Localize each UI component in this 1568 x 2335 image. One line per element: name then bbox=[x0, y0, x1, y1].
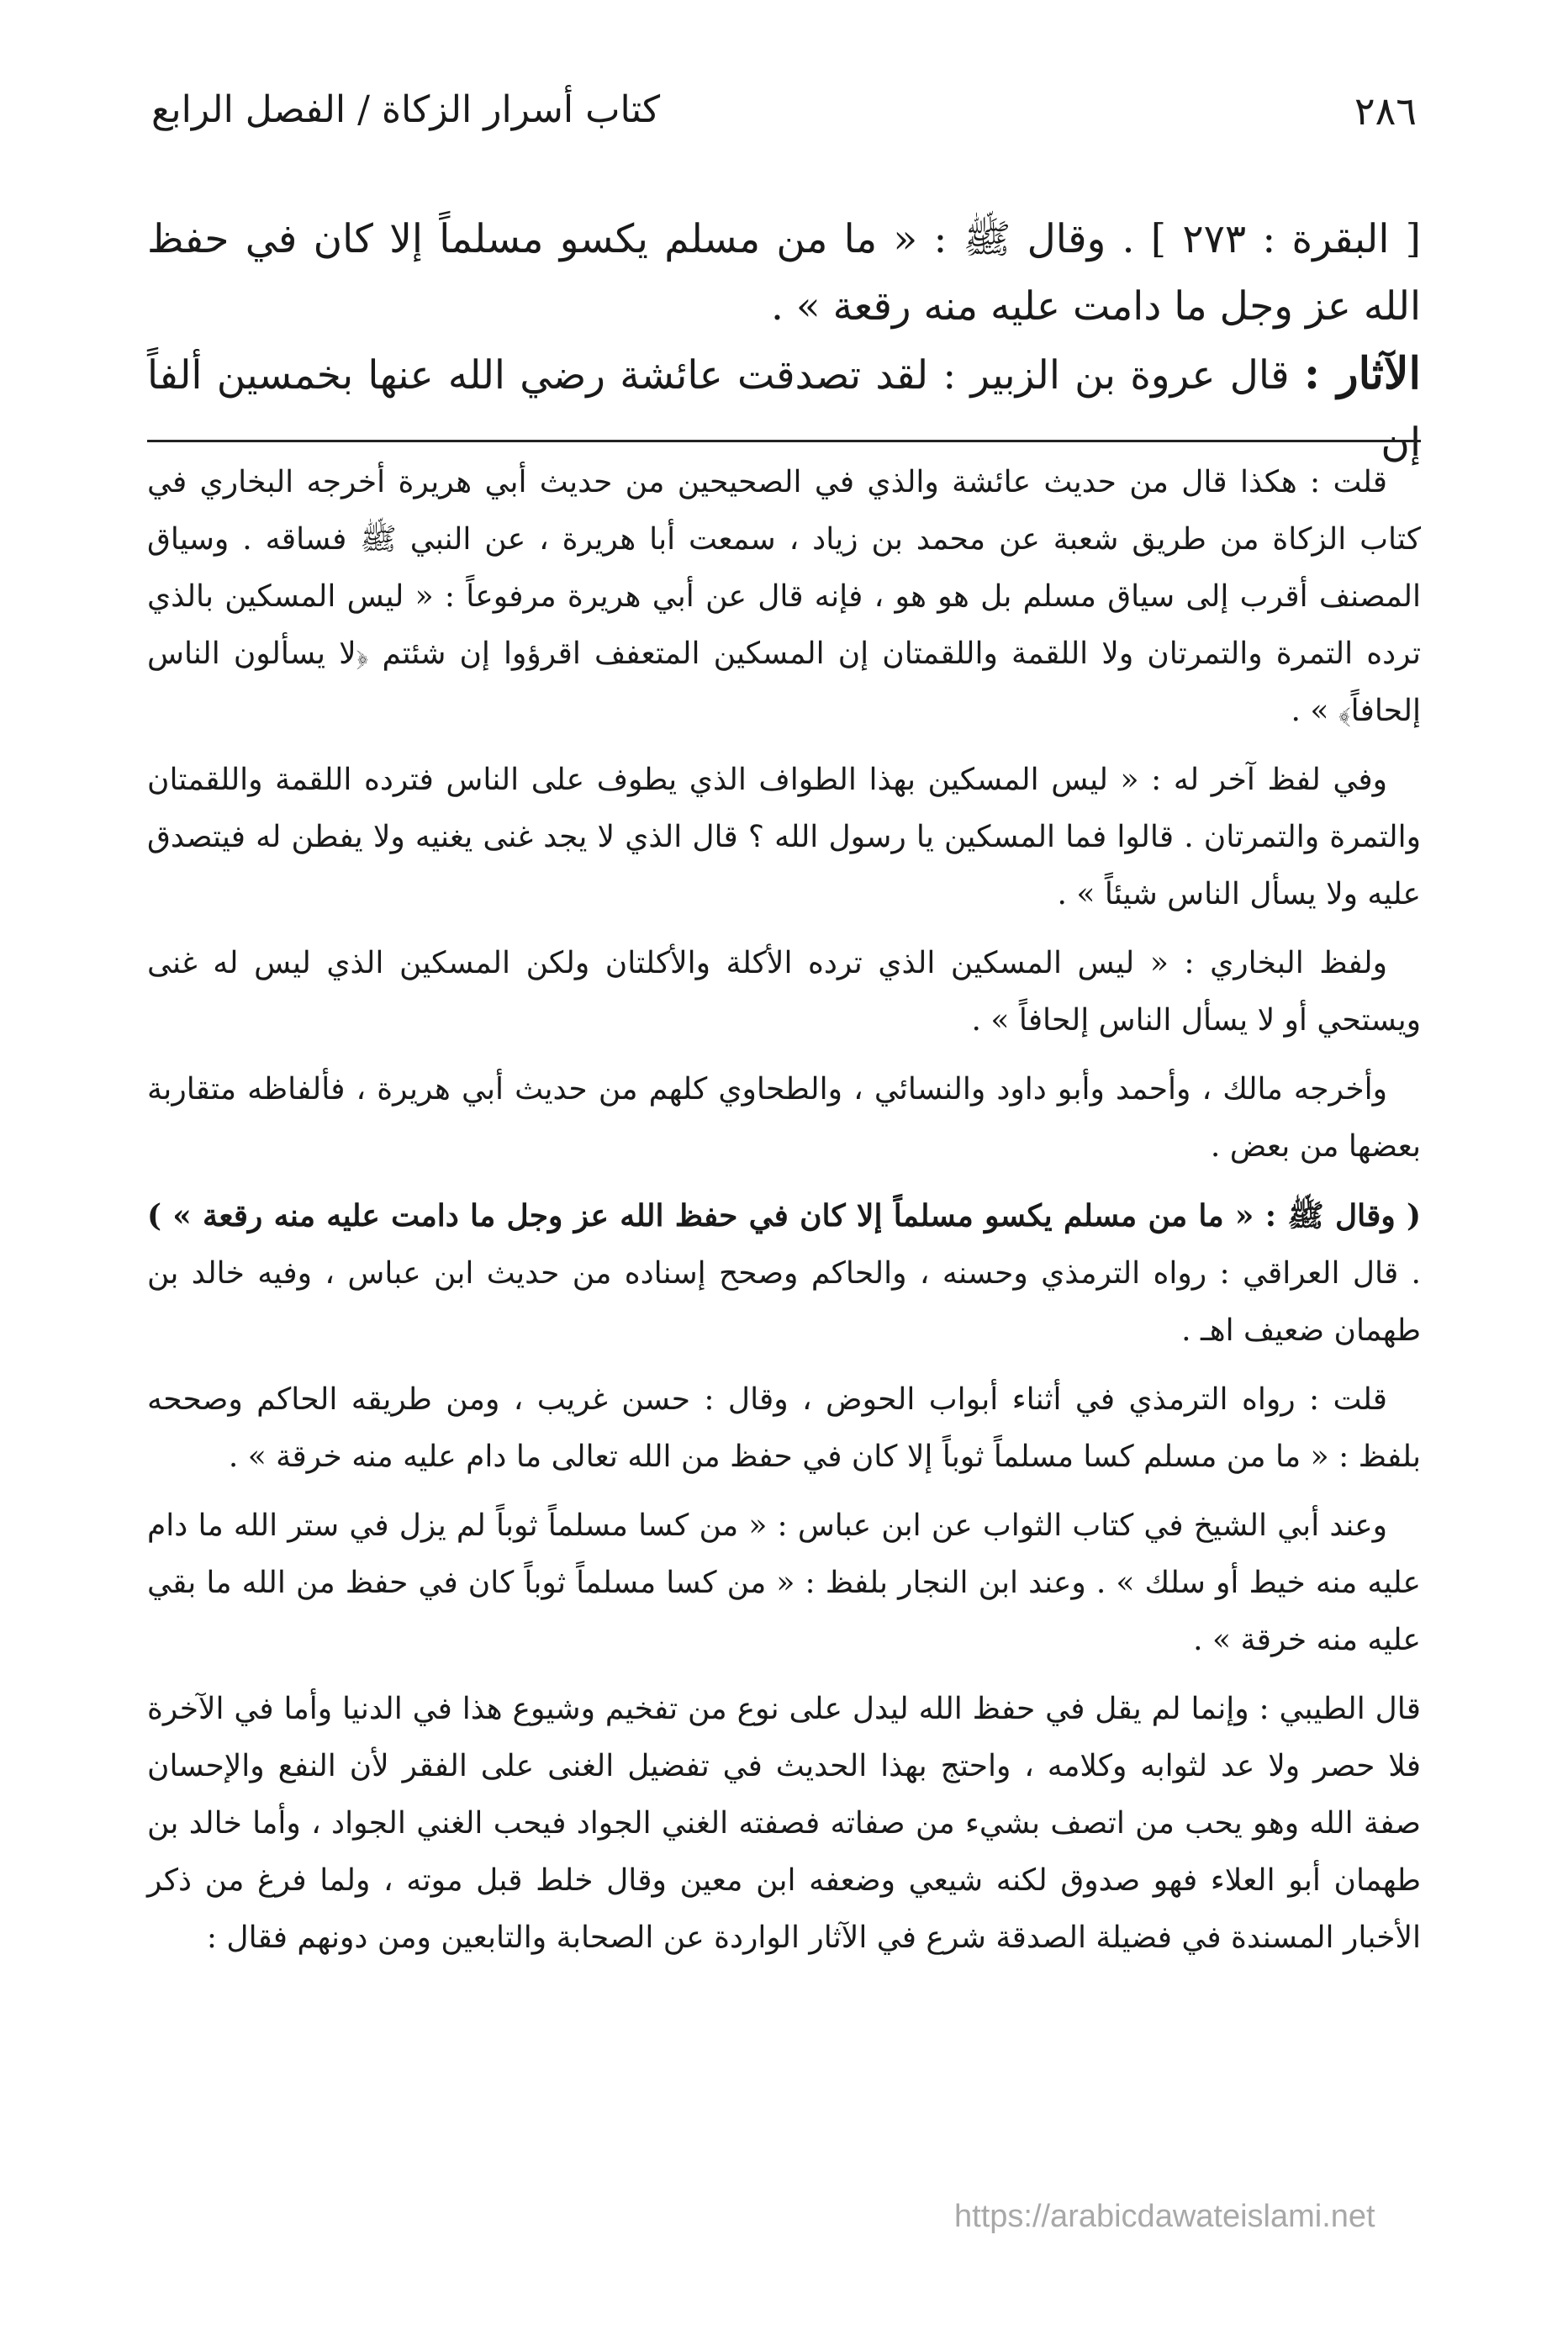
athar-text: قال عروة بن الزبير : لقد تصدقت عائشة رضي الله عنها بخمسين ألفاً إن bbox=[147, 352, 1421, 466]
running-title: كتاب أسرار الزكاة / الفصل الرابع bbox=[151, 88, 661, 131]
iraqi-comment: . قال العراقي : رواه الترمذي وحسنه ، والحاكم وصحح إسناده من حديث ابن عباس ، وفيه خالد بن طهمان ضعيف اهـ . bbox=[147, 1256, 1421, 1348]
note-paragraph-1: قلت : هكذا قال من حديث عائشة والذي في الصحيحين من حديث أبي هريرة أخرجه البخاري في كتاب الزكاة من طريق شعبة عن محمد بن زياد ، سمعت أبا هريرة ، عن النبي ﷺ فساقه . وسياق المصنف أقرب إلى سياق مسلم بل هو هو ، فإنه قال عن أبي هريرة مرفوعاً : « ليس المسكين بالذي ترده التمرة والتمرتان ولا اللقمة واللقمتان إن المسكين المتعفف اقرؤوا إن شئتم ﴿لا يسألون الناس إلحافاً﴾ » . bbox=[147, 465, 1421, 728]
note-paragraph-4: وأخرجه مالك ، وأحمد وأبو داود والنسائي ، والطحاوي كلهم من حديث أبي هريرة ، فألفاظه متقاربة بعضها من بعض . bbox=[147, 1072, 1421, 1164]
quoted-hadith: ( وقال ﷺ : « ما من مسلم يكسو مسلماً إلا كان في حفظ الله عز وجل ما دامت عليه منه رقعة » ) bbox=[147, 1198, 1421, 1234]
page-number: ٢٨٦ bbox=[1354, 88, 1417, 134]
athar-label: الآثار : bbox=[1303, 348, 1421, 399]
note-paragraph-2: وفي لفظ آخر له : « ليس المسكين بهذا الطواف الذي يطوف على الناس فترده اللقمة واللقمتان والتمرة والتمرتان . قالوا فما المسكين يا رسول الله ؟ قال الذي لا يجد غنى يغنيه ولا يفطن له فيتصدق عليه ولا يسأل الناس شيئاً » . bbox=[147, 763, 1421, 911]
watermark-url: https://arabicdawateislami.net bbox=[954, 2199, 1375, 2234]
note-paragraph-7: وعند أبي الشيخ في كتاب الثواب عن ابن عباس : « من كسا مسلماً ثوباً لم يزل في ستر الله ما دام عليه منه خيط أو سلك » . وعند ابن النجار بلفظ : « من كسا مسلماً ثوباً كان في حفظ من الله ما بقي عليه منه خرقة » . bbox=[147, 1508, 1421, 1657]
footnote-divider bbox=[147, 440, 1421, 442]
note-paragraph-5 bbox=[147, 1187, 1421, 1360]
note-paragraph-8: قال الطيبي : وإنما لم يقل في حفظ الله ليدل على نوع من تفخيم وشيوع هذا في الدنيا وأما في الآخرة فلا حصر ولا عد لثوابه وكلامه ، واحتج بهذا الحديث في تفضيل الغنى على الفقر لأن النفع والإحسان صفة الله وهو يحب من اتصف بشيء من صفاته فصفته الغني الجواد فيحب الغني الجواد ، وأما خالد بن طهمان أبو العلاء فهو صدوق لكنه شيعي وضعفه ابن معين وقال خلط قبل موته ، ولما فرغ من ذكر الأخبار المسندة في فضيلة الصدقة شرع في الآثار الواردة عن الصحابة والتابعين ومن دونهم فقال : bbox=[147, 1692, 1421, 1955]
page-header bbox=[151, 88, 1417, 147]
main-paragraph: [ البقرة : ٢٧٣ ] . وقال ﷺ : « ما من مسلم يكسو مسلماً إلا كان في حفظ الله عز وجل ما دامت عليه منه رقعة » . bbox=[147, 216, 1422, 330]
note-paragraph-3: ولفظ البخاري : « ليس المسكين الذي ترده الأكلة والأكلتان ولكن المسكين الذي ليس له غنى ويستحي أو لا يسأل الناس إلحافاً » . bbox=[147, 946, 1421, 1038]
main-text bbox=[147, 206, 1421, 477]
note-paragraph-6: قلت : رواه الترمذي في أثناء أبواب الحوض ، وقال : حسن غريب ، ومن طريقه الحاكم وصححه بلفظ : « ما من مسلم كسا مسلماً ثوباً إلا كان في حفظ من الله تعالى ما دام عليه منه خرقة » . bbox=[147, 1382, 1421, 1474]
commentary-notes bbox=[147, 454, 1421, 1978]
